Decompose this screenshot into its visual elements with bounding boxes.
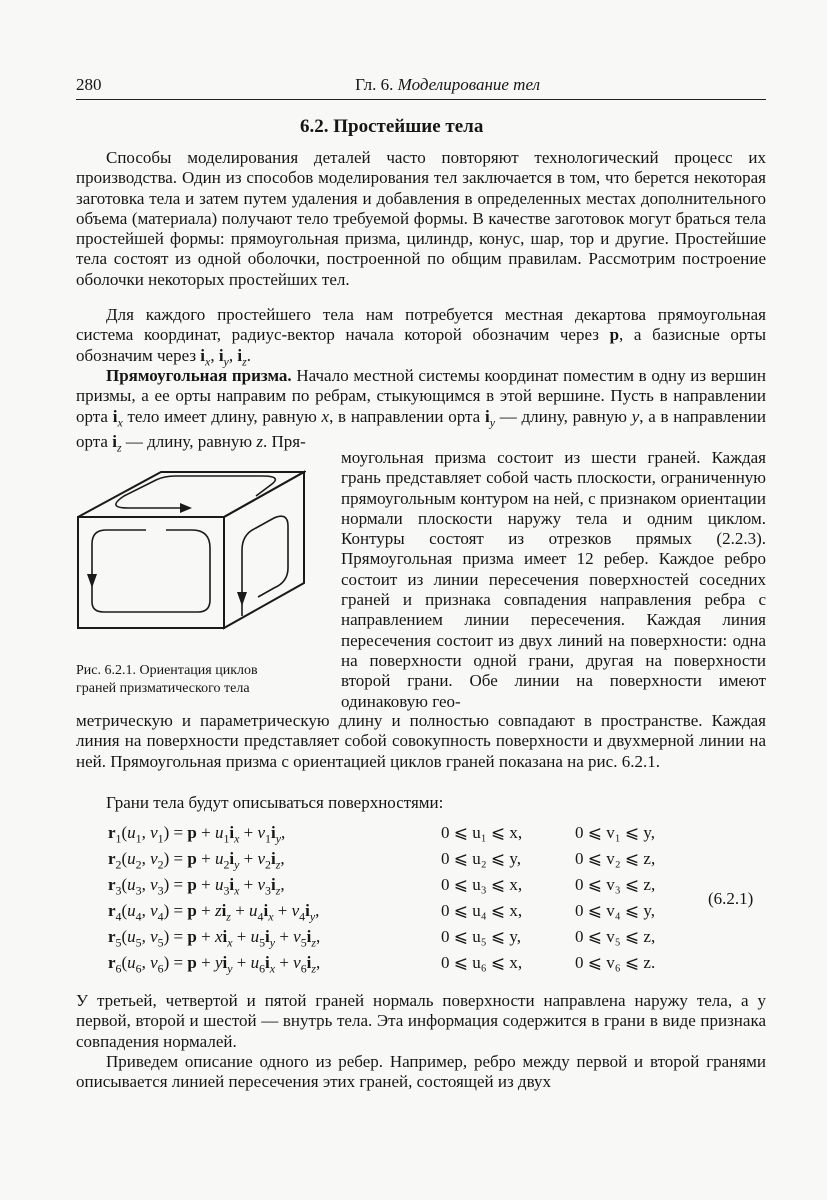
right-face-cycle (242, 516, 288, 616)
running-head (355, 75, 540, 95)
page-number: 280 (76, 75, 102, 94)
paragraph-surfaces-intro (76, 793, 766, 813)
paragraph-continued (76, 711, 766, 772)
symbol-i: i (484, 406, 490, 426)
section-title: 6.2. Простейшие тела (300, 116, 484, 137)
figure-caption (76, 662, 326, 698)
symbol-z: z (256, 432, 263, 452)
paragraph-normals (76, 991, 766, 1052)
paragraph-prism (76, 366, 766, 458)
arrow-head-right (237, 592, 247, 606)
front-face-cycle (92, 530, 210, 612)
figure-caption-line-1: Рис. 6.2.1. Ориентация циклов (76, 663, 258, 678)
top-face-cycle (116, 476, 275, 508)
paragraph-3-text-g: . Пря- (262, 432, 306, 452)
paragraph-6: У третьей, четвертой и пятой граней нормаль поверхности направлена наружу тела, а у первой, второй и шестой — внутрь тела. Эта информация содержится в грани в виде признака совпадения нормалей. (76, 991, 766, 1051)
symbol-x: x (205, 353, 211, 368)
equation-lhs-rhs: $r_6(u_6$, $v_6) = p + yi_y + u_6i_x + v_6i_z$, (108, 953, 321, 976)
paragraph-3-text-f: — длину, равную (121, 432, 257, 452)
equation-range-v: 0 ⩽ v₂ ⩽ z, (575, 849, 656, 868)
run-in-heading: Прямоугольная призма. (106, 366, 292, 385)
equation-lhs-rhs: $r_3(u_3$, $v_3) = p + u_3i_x + v_3i_z$, (108, 875, 285, 898)
paragraph-1: Способы моделирования деталей часто повторяют технологический процесс их производства. Один из способов моделирования тел заключается в том, что берется некоторая заготовка тела и затем путем удаления и добавления в определенных местах дополнительного объема (материала) получают тело требуемой формы. В качестве заготовок могут браться тела простейшей формы: прямоугольная призма, цилиндр, конус, шар, тор и другие. Простейшие тела состоят из одной оболочки, построенной по общим правилам. Рассмотрим построение оболочки некоторых простейших тел. (76, 148, 766, 289)
equation-lhs-rhs: $r_5(u_5$, $v_5) = p + xi_x + u_5i_y + v_5i_z$, (108, 927, 321, 950)
equation-range-u: 0 ⩽ u₁ ⩽ x, (441, 823, 523, 842)
paragraph-3-text-e: , а в направлении орта (76, 406, 766, 452)
equation-lhs-rhs: $r_1(u_1$, $v_1) = p + u_1i_x + v_1i_y$, (108, 823, 286, 846)
symbol-y: y (223, 353, 229, 368)
equation-range-v: 0 ⩽ v₆ ⩽ z. (575, 953, 656, 972)
paragraph-7: Приведем описание одного из ребер. Например, ребро между первой и второй гранями описывается линией пересечения этих граней, состоящей из двух (76, 1052, 766, 1092)
paragraph-3-text-b: тело имеет длину, равную (122, 406, 322, 426)
symbol-i: i (237, 345, 243, 365)
figure-caption-line-2: граней призматического тела (76, 681, 250, 696)
paragraph-3-text-d: — длину, равную (494, 406, 632, 426)
equation-range-u: 0 ⩽ u₄ ⩽ x, (441, 901, 523, 920)
running-head-chapter: Гл. 6. (355, 75, 398, 94)
paragraph-2-text-a: Для каждого простейшего тела нам потребуется местная декартова прямоугольная система координат, радиус-вектор начала которой обозначим через (76, 305, 766, 345)
equation-lhs-rhs: $r_2(u_2$, $v_2) = p + u_2i_y + v_2i_z$, (108, 849, 285, 872)
arrow-head-front (87, 574, 97, 588)
paragraph-coordinates (76, 305, 766, 371)
equation-range-u: 0 ⩽ u₂ ⩽ y, (441, 849, 522, 868)
equation-range-u: 0 ⩽ u₆ ⩽ x, (441, 953, 523, 972)
prism-top-face (78, 472, 304, 517)
paragraph-2: Для каждого простейшего тела нам потребуется местная декартова прямоугольная система координат, радиус-вектор начала которой обозначим через p, а базисные орты обозначим через $i_x$, $i_y$, $i_z$. (76, 305, 767, 368)
paragraph-4: метрическую и параметрическую длину и полностью совпадают в пространстве. Каждая линия на поверхности представляет собой совокупность поверхности и двухмерной линии на ней. Прямоугольная призма с ориентацией циклов граней показана на рис. 6.2.1. (76, 711, 766, 771)
page-header (76, 73, 766, 100)
paragraph-3-text-a: Начало местной системы координат поместим в одну из вершин призмы, а ее орты направим по ребрам, стыкующимся в этой вершине. Пусть в направлении орта (76, 366, 766, 426)
symbol-i: i (218, 345, 224, 365)
symbol-y: y (489, 414, 495, 429)
prism-right-face (224, 472, 304, 628)
symbol-z: z (242, 353, 247, 368)
equation-range-u: 0 ⩽ u₃ ⩽ x, (441, 875, 523, 894)
symbol-y: y (631, 406, 640, 426)
equation-lhs-rhs: $r_4(u_4$, $v_4) = p + zi_z + u_4i_x + v_4i_y$, (108, 901, 320, 924)
arrow-head-top (180, 503, 192, 513)
equation-number: (6.2.1) (708, 889, 754, 908)
paragraph-2-text-b: , а базисные орты обозначим через (76, 325, 767, 365)
symbol-x: x (117, 414, 123, 429)
wrapped-text-beside-figure: моугольная призма состоит из шести граней. Каждая грань представляет собой часть плоскости, ограниченную прямоугольным контуром на ней, с признаком ориентации нормали плоскости наружу тела и одним циклом. Контуры состоят из отрезков прямых (2.2.3). Прямоугольная призма имеет 12 ребер. Каждое ребро состоит из линии пересечения поверхностей соседних граней и признака совпадения направления ребра с направлением линии пересечения. Каждая линия пересечения состоит из двух линий на поверхности: одна на поверхности одной грани, другая на поверхности второй грани. Обе линии на поверхности имеют одинаковую гео- (341, 448, 766, 711)
symbol-p: p (609, 325, 620, 345)
paragraph-3 (76, 366, 766, 458)
prism-figure (76, 470, 306, 630)
symbol-z: z (116, 440, 122, 455)
paragraph-edges (76, 1052, 766, 1093)
paragraph-3-text-c: , в направлении орта (329, 406, 485, 426)
equation-range-v: 0 ⩽ v₁ ⩽ y, (575, 823, 656, 842)
paragraph-5: Грани тела будут описываться поверхностями: (106, 793, 444, 812)
symbol-x: x (321, 406, 330, 426)
symbol-i: i (200, 345, 206, 365)
symbol-i: i (112, 406, 118, 426)
equation-range-u: 0 ⩽ u₅ ⩽ y, (441, 927, 522, 946)
symbol-i: i (112, 432, 117, 452)
equation-range-v: 0 ⩽ v₅ ⩽ z, (575, 927, 656, 946)
equation-range-v: 0 ⩽ v₃ ⩽ z, (575, 875, 656, 894)
equation-range-v: 0 ⩽ v₄ ⩽ y, (575, 901, 656, 920)
paragraph-intro (76, 148, 766, 290)
running-head-title: Моделирование тел (397, 75, 540, 94)
